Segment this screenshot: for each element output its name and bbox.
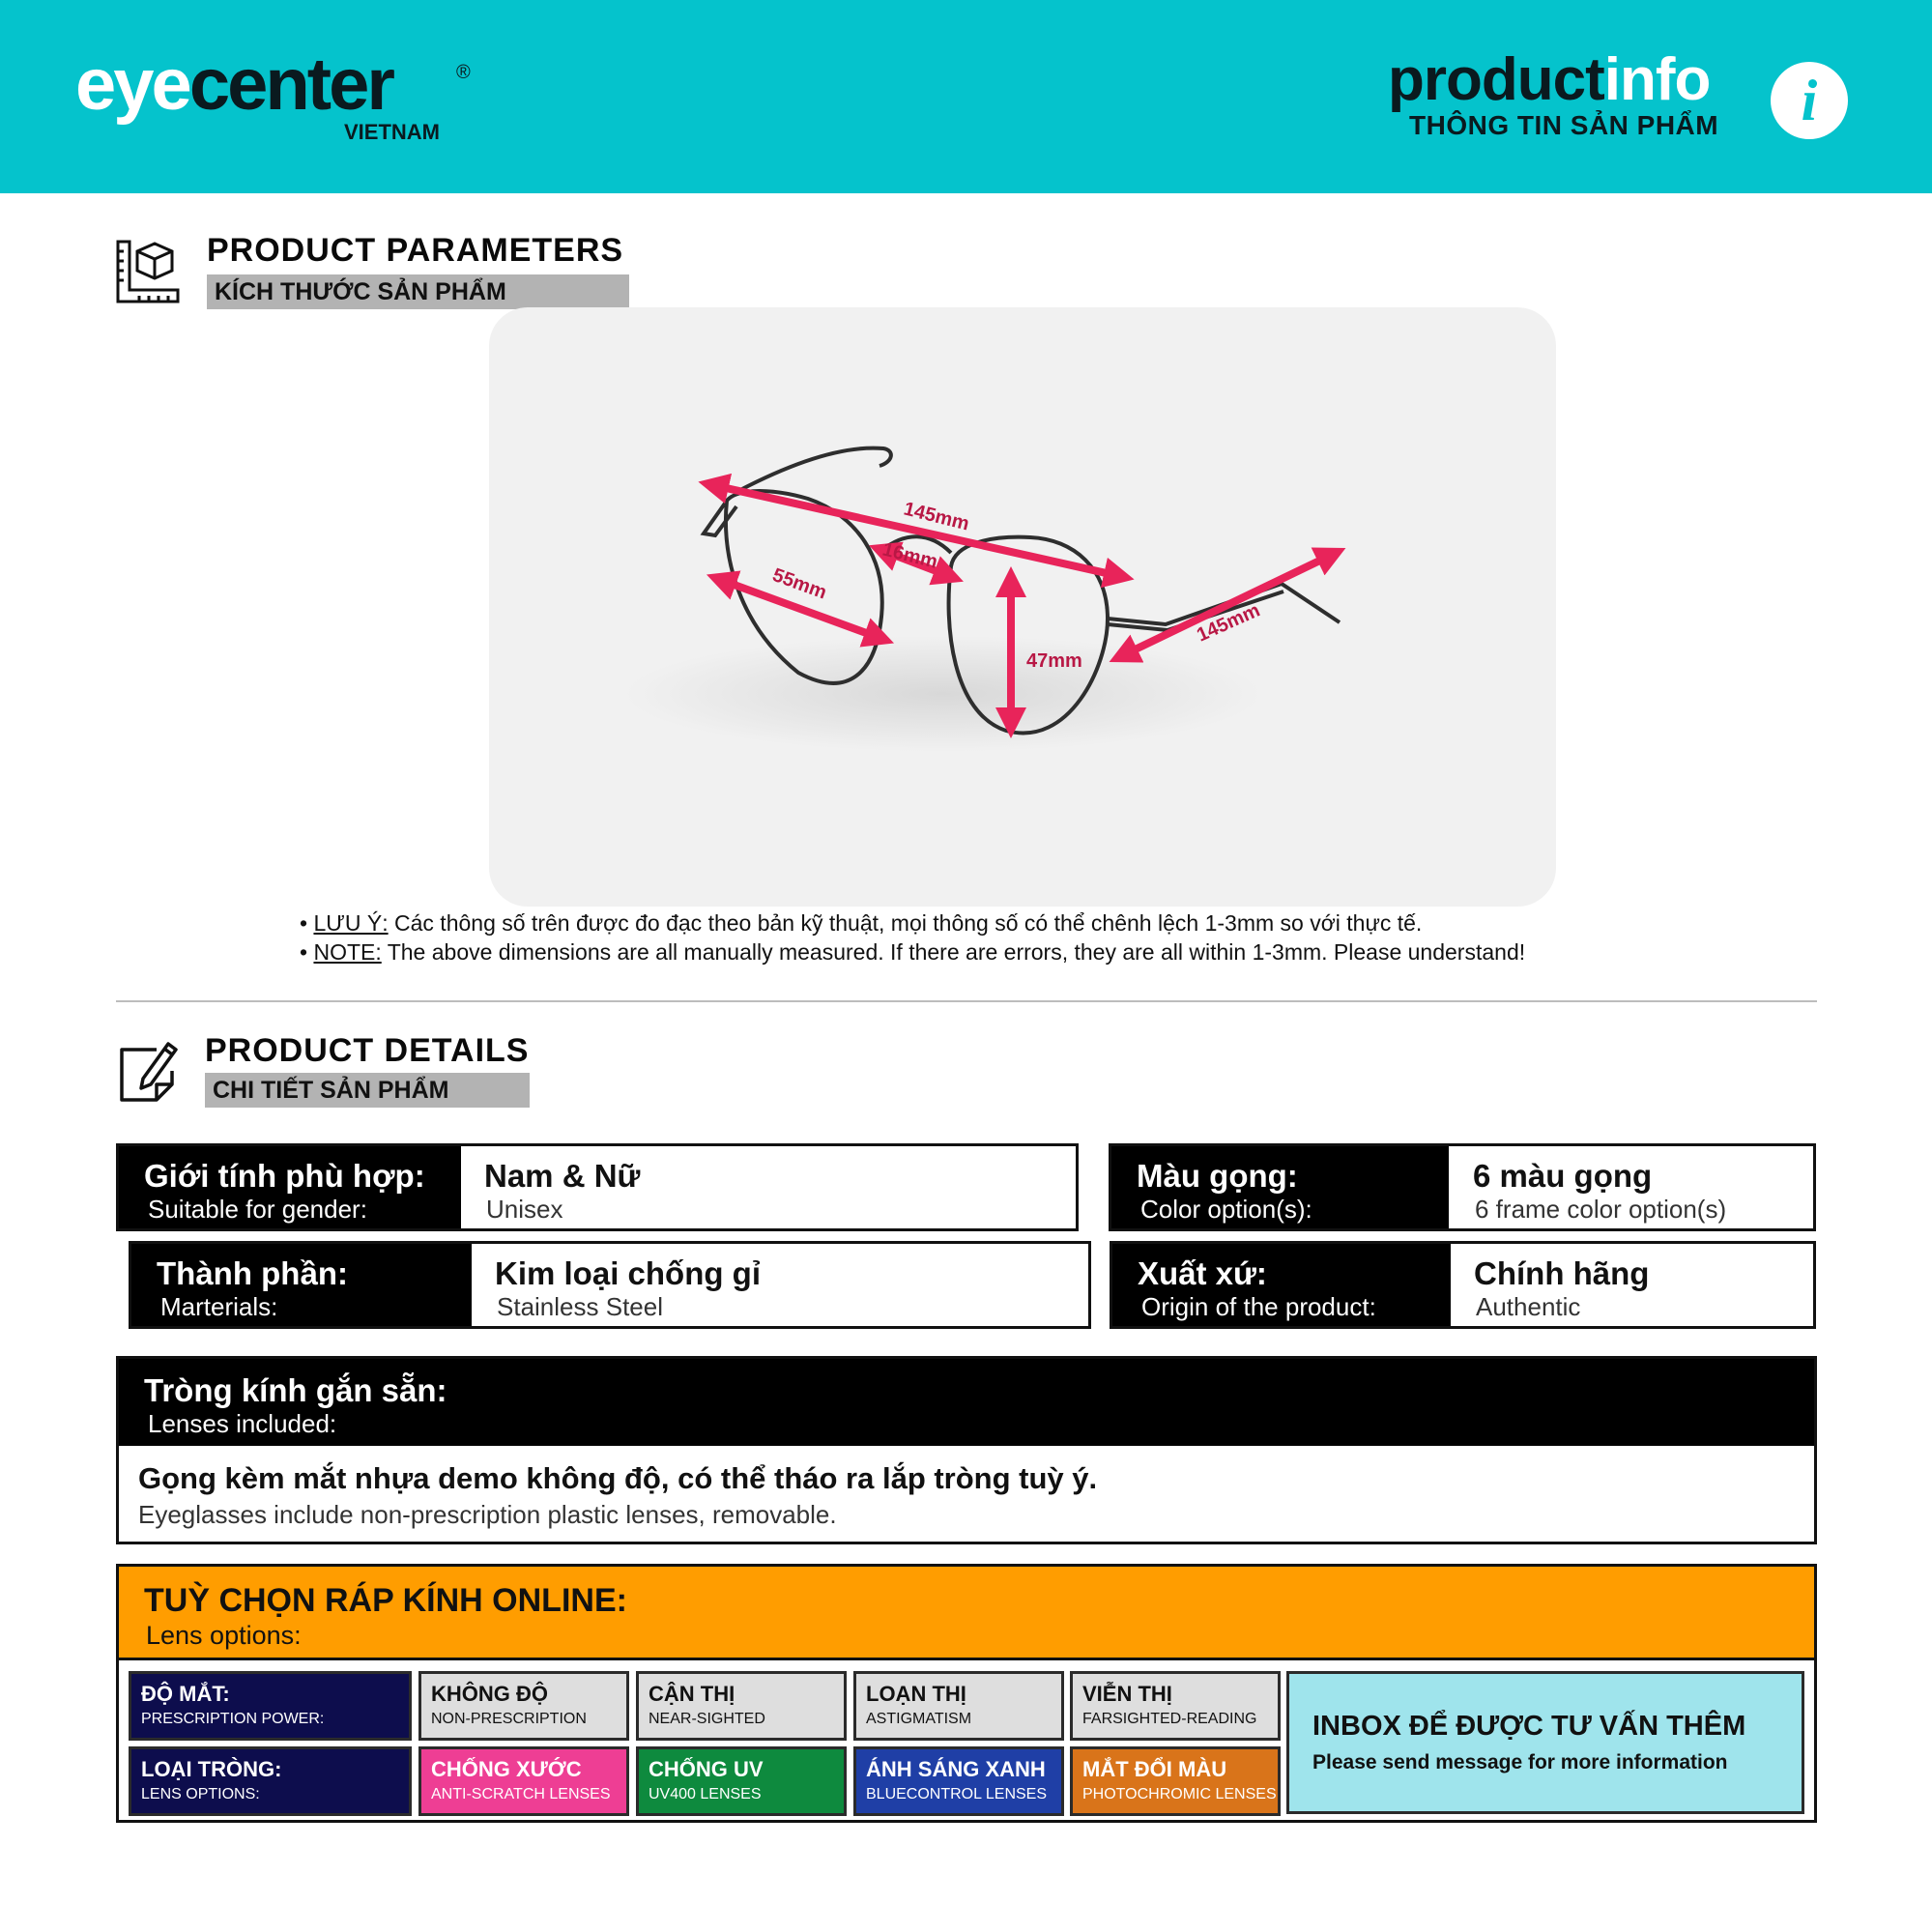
- origin-value: Chính hãng: [1474, 1255, 1650, 1291]
- productinfo-subtitle: THÔNG TIN SẢN PHẨM: [1409, 110, 1719, 140]
- lens-options-title: TUỲ CHỌN RÁP KÍNH ONLINE:: [144, 1582, 627, 1619]
- note-vi-key: LƯU Ý:: [313, 910, 389, 936]
- temple-side-label: 145mm: [1194, 599, 1264, 647]
- chip-subtitle: BLUECONTROL LENSES: [866, 1786, 1048, 1802]
- option-photochromic[interactable]: [1070, 1746, 1281, 1816]
- option-uv400[interactable]: [636, 1746, 847, 1816]
- chip-title: CHỐNG UV: [649, 1757, 764, 1781]
- chip-title: LOẠN THỊ: [866, 1682, 966, 1706]
- chip-subtitle: PRESCRIPTION POWER:: [141, 1711, 325, 1727]
- gender-value-en: Unisex: [486, 1195, 563, 1224]
- prescription-power-label: [129, 1671, 412, 1741]
- parameters-subtitle: KÍCH THƯỚC SẢN PHẨM: [207, 274, 629, 309]
- chip-subtitle: UV400 LENSES: [649, 1786, 762, 1802]
- chip-title: CHỐNG XƯỚC: [431, 1757, 582, 1781]
- note-vi-text: Các thông số trên được đo đạc theo bản kỹ thuật, mọi thông số có thể chênh lệch 1-3mm so với thực tế.: [388, 910, 1423, 936]
- chip-title: ĐỘ MẮT:: [141, 1682, 230, 1706]
- logo-country: VIETNAM: [344, 120, 440, 144]
- chip-subtitle: PHOTOCHROMIC LENSES: [1082, 1786, 1277, 1802]
- note-en: • NOTE: The above dimensions are all manually measured. If there are errors, they are all within 1-3mm. Please understand!: [300, 939, 1526, 965]
- material-value-en: Stainless Steel: [497, 1292, 663, 1321]
- details-title: PRODUCT DETAILS: [205, 1032, 530, 1069]
- logo-center: center: [188, 43, 392, 126]
- inbox-contact-button[interactable]: [1286, 1671, 1804, 1814]
- chip-title: CẬN THỊ: [649, 1682, 735, 1706]
- lenses-included-box: [116, 1356, 1817, 1544]
- lenses-label-en: Lenses included:: [148, 1409, 337, 1438]
- temple-top-label: 145mm: [901, 498, 972, 535]
- logo-eye: eye: [75, 43, 189, 126]
- inbox-subtitle: Please send message for more information: [1312, 1751, 1728, 1773]
- chip-title: LOẠI TRÒNG:: [141, 1757, 282, 1781]
- lenses-label: Tròng kính gắn sẵn:: [144, 1372, 447, 1408]
- origin-label: Xuất xứ:: [1138, 1255, 1267, 1291]
- color-label: Màu gọng:: [1137, 1158, 1298, 1194]
- productinfo-dark: product: [1388, 46, 1604, 113]
- lenses-value: Gọng kèm mắt nhựa demo không độ, có thể tháo ra lắp tròng tuỳ ý.: [138, 1461, 1098, 1495]
- frame-shadow: [624, 636, 1262, 752]
- origin-row: [1110, 1241, 1816, 1329]
- edit-pen-icon: [114, 1036, 184, 1106]
- bridge-label: 16mm: [879, 538, 940, 573]
- lens-type-label: [129, 1746, 412, 1816]
- note-vi: • LƯU Ý: Các thông số trên được đo đạc theo bản kỹ thuật, mọi thông số có thể chênh lệch 1-3mm so với thực tế.: [300, 910, 1423, 936]
- option-near-sighted[interactable]: [636, 1671, 847, 1741]
- material-label-en: Marterials:: [160, 1292, 278, 1321]
- chip-subtitle: NEAR-SIGHTED: [649, 1711, 765, 1727]
- gender-label-cell: [119, 1146, 461, 1228]
- material-label: Thành phần:: [157, 1255, 348, 1291]
- parameters-title: PRODUCT PARAMETERS: [207, 232, 624, 269]
- option-non-prescription[interactable]: [418, 1671, 629, 1741]
- note-en-key: NOTE:: [313, 939, 382, 965]
- chip-subtitle: ASTIGMATISM: [866, 1711, 972, 1727]
- productinfo-light: info: [1603, 46, 1711, 113]
- material-label-cell: [131, 1244, 472, 1326]
- chip-subtitle: LENS OPTIONS:: [141, 1786, 260, 1802]
- color-value: 6 màu gọng: [1473, 1158, 1653, 1194]
- ruler-cube-icon: [114, 238, 182, 305]
- color-row: [1109, 1143, 1816, 1231]
- chip-title: KHÔNG ĐỘ: [431, 1682, 548, 1706]
- chip-title: ÁNH SÁNG XANH: [866, 1757, 1046, 1781]
- lens-options-subtitle: Lens options:: [146, 1621, 302, 1650]
- brand-logo[interactable]: [75, 43, 392, 126]
- productinfo-title: [1388, 46, 1711, 113]
- details-subtitle: CHI TIẾT SẢN PHẨM: [205, 1073, 530, 1108]
- gender-row: [116, 1143, 1079, 1231]
- chip-title: VIỄN THỊ: [1082, 1682, 1172, 1706]
- chip-title: MẮT ĐỔI MÀU: [1082, 1757, 1227, 1781]
- origin-label-cell: [1112, 1244, 1451, 1326]
- lens-width-label: 55mm: [769, 564, 830, 604]
- gender-label-en: Suitable for gender:: [148, 1195, 367, 1224]
- note-en-text: The above dimensions are all manually measured. If there are errors, they are all within 1-3mm. Please understand!: [381, 939, 1526, 965]
- registered-mark: ®: [456, 62, 471, 83]
- gender-label: Giới tính phù hợp:: [144, 1158, 425, 1194]
- color-label-cell: [1111, 1146, 1449, 1228]
- lens-height-label: 47mm: [1026, 650, 1082, 672]
- lens-options-box: [116, 1564, 1817, 1823]
- origin-label-en: Origin of the product:: [1141, 1292, 1376, 1321]
- material-value: Kim loại chống gỉ: [495, 1255, 762, 1291]
- info-icon: i: [1771, 62, 1848, 139]
- lens-options-header: [119, 1567, 1814, 1660]
- chip-subtitle: ANTI-SCRATCH LENSES: [431, 1786, 611, 1802]
- option-anti-scratch[interactable]: [418, 1746, 629, 1816]
- color-label-en: Color option(s):: [1140, 1195, 1312, 1224]
- material-row: [129, 1241, 1091, 1329]
- option-astigmatism[interactable]: [853, 1671, 1064, 1741]
- lenses-value-en: Eyeglasses include non-prescription plastic lenses, removable.: [138, 1500, 837, 1529]
- product-photo: [489, 307, 1556, 907]
- origin-value-en: Authentic: [1476, 1292, 1581, 1321]
- inbox-title: INBOX ĐỂ ĐƯỢC TƯ VẤN THÊM: [1312, 1711, 1746, 1742]
- section-divider: [116, 1000, 1817, 1002]
- chip-subtitle: FARSIGHTED-READING: [1082, 1711, 1257, 1727]
- chip-subtitle: NON-PRESCRIPTION: [431, 1711, 587, 1727]
- color-value-en: 6 frame color option(s): [1475, 1195, 1727, 1224]
- lenses-header: [119, 1359, 1814, 1446]
- gender-value: Nam & Nữ: [484, 1158, 641, 1194]
- option-bluecontrol[interactable]: [853, 1746, 1064, 1816]
- option-farsighted[interactable]: [1070, 1671, 1281, 1741]
